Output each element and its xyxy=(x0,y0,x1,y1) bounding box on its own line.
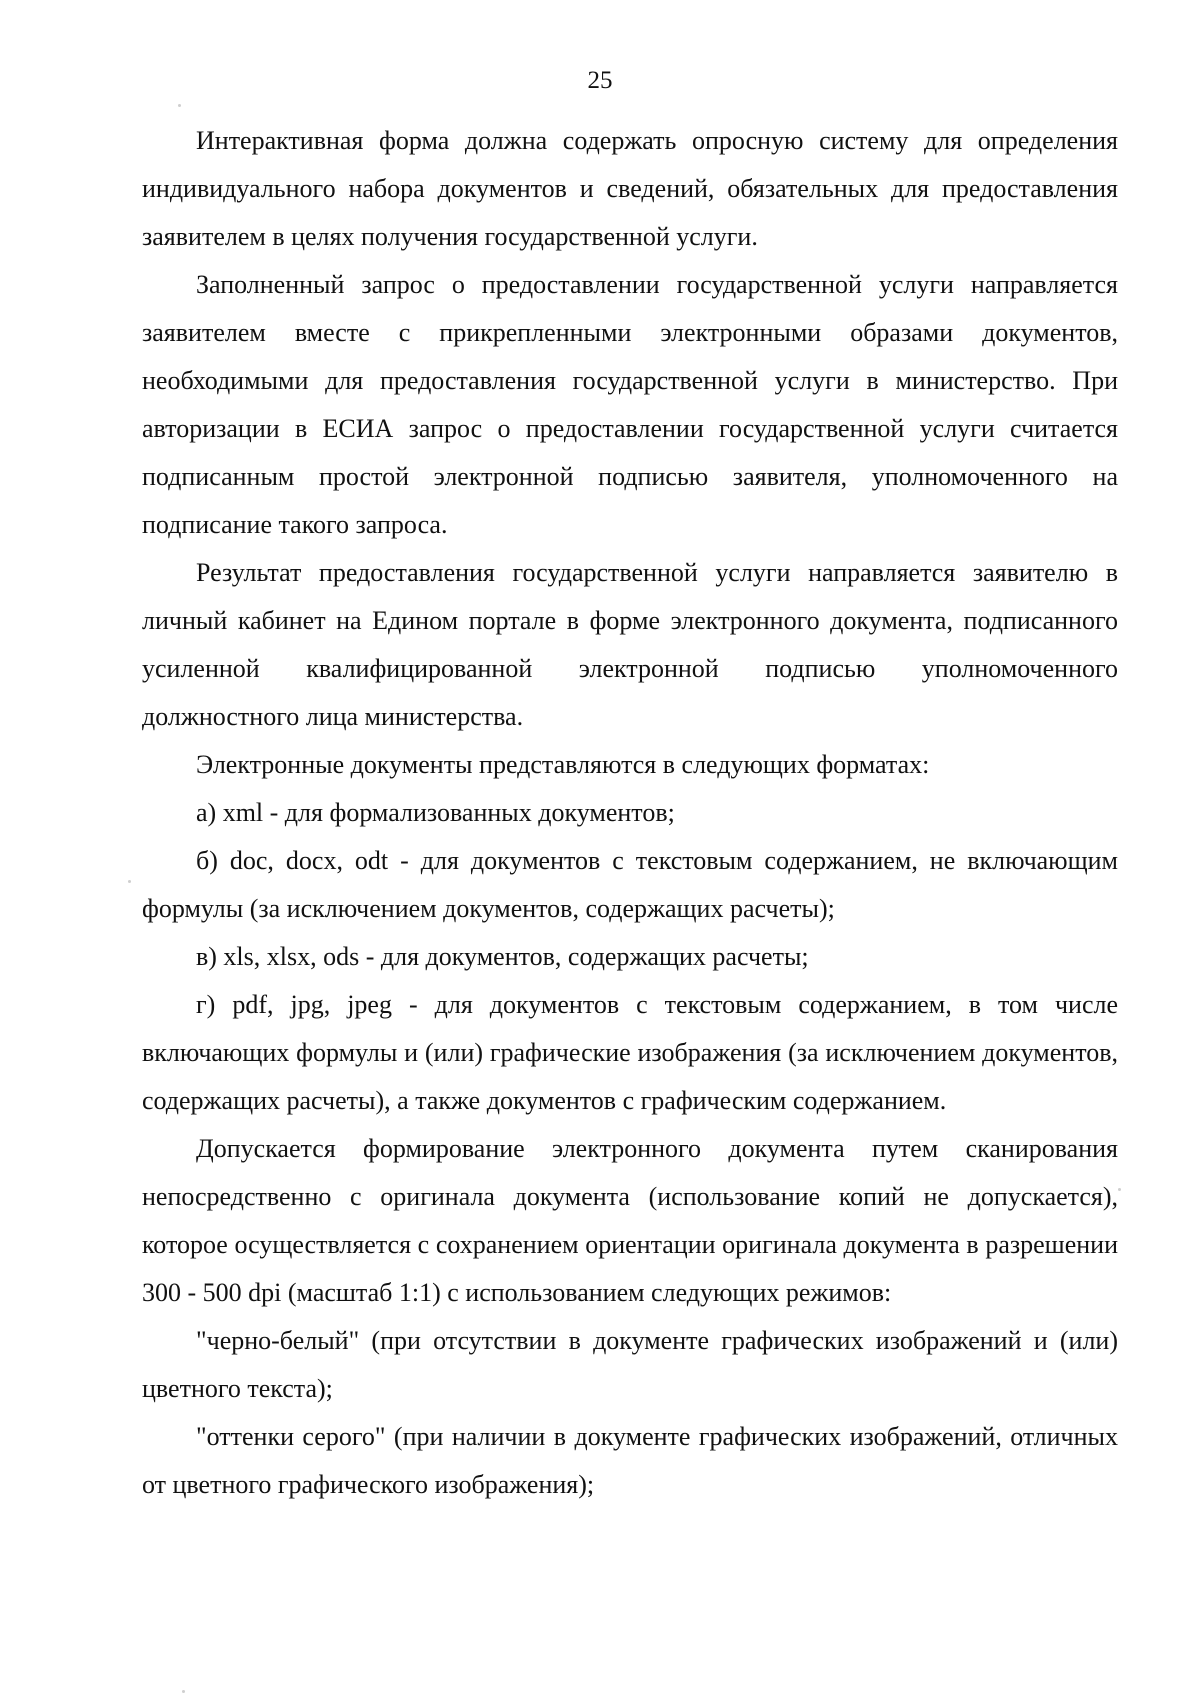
page-number: 25 xyxy=(587,67,613,94)
list-item-format-a: а) xml - для формализованных документов; xyxy=(196,798,675,827)
document-body xyxy=(142,117,1118,1509)
paragraph-service-result: Результат предоставления государственной услуги направляется заявителю в личный кабинет на Едином портале в форме электронного документа, подписанного усиленной квалифицированной электронной подписью уполномоченного должностного лица министерства. xyxy=(142,558,1118,731)
paragraph-formats-intro: Электронные документы представляются в следующих форматах: xyxy=(196,750,930,779)
paragraph-interactive-form: Интерактивная форма должна содержать опросную систему для определения индивидуального набора документов и сведений, обязательных для предоставления заявителем в целях получения государственной услуги. xyxy=(142,126,1118,251)
list-item-mode-grayscale: "оттенки серого" (при наличии в документе графических изображений, отличных от цветного графического изображения); xyxy=(142,1422,1118,1499)
list-item-format-b: б) doc, docx, odt - для документов с текстовым содержанием, не включающим формулы (за исключением документов, содержащих расчеты); xyxy=(142,846,1118,923)
scan-speck xyxy=(128,880,131,883)
list-item-format-v: в) xls, xlsx, ods - для документов, содержащих расчеты; xyxy=(196,942,809,971)
scan-speck xyxy=(1118,1188,1121,1191)
scan-speck xyxy=(178,104,181,107)
scan-speck xyxy=(182,1690,185,1693)
paragraph-filled-request: Заполненный запрос о предоставлении государственной услуги направляется заявителем вместе с прикрепленными электронными образами документов, необходимыми для предоставления государственной услуги в министерство. При авторизации в ЕСИА запрос о предоставлении государственной услуги считается подписанным простой электронной подписью заявителя, уполномоченного на подписание такого запроса. xyxy=(142,270,1118,539)
list-item-format-g: г) pdf, jpg, jpeg - для документов с текстовым содержанием, в том числе включающих формулы и (или) графические изображения (за исключением документов, содержащих расчеты), а также документов с графическим содержанием. xyxy=(142,990,1118,1115)
list-item-mode-black-white: "черно-белый" (при отсутствии в документе графических изображений и (или) цветного текста); xyxy=(142,1326,1118,1403)
paragraph-scanning: Допускается формирование электронного документа путем сканирования непосредственно с оригинала документа (использование копий не допускается), которое осуществляется с сохранением ориентации оригинала документа в разрешении 300 - 500 dpi (масштаб 1:1) с использованием следующих режимов: xyxy=(142,1134,1118,1307)
